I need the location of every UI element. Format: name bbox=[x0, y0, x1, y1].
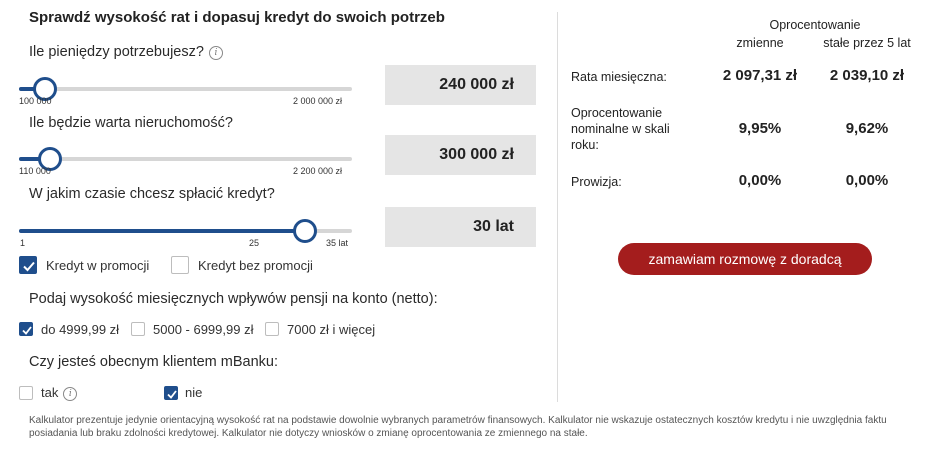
nominal-rate-label: Oprocentowanie nominalne w skali roku: bbox=[571, 106, 670, 152]
pension-option-2-checkbox[interactable] bbox=[131, 322, 145, 336]
order-consultation-button[interactable]: zamawiam rozmowę z doradcą bbox=[618, 243, 872, 275]
pension-option-2-label[interactable]: 5000 - 6999,99 zł bbox=[153, 322, 254, 337]
monthly-installment-fixed: 2 039,10 zł bbox=[829, 67, 905, 84]
pension-label: Podaj wysokość miesięcznych wpływów pensji na konto (netto): bbox=[29, 291, 438, 307]
promo-checkbox-label[interactable]: Kredyt w promocji bbox=[46, 258, 150, 273]
slider-fill bbox=[19, 229, 304, 233]
pension-option-3-label[interactable]: 7000 zł i więcej bbox=[287, 322, 376, 337]
promo-checkbox[interactable] bbox=[19, 256, 37, 274]
calculator-title: Sprawdź wysokość rat i dopasuj kredyt do swoich potrzeb bbox=[29, 9, 445, 26]
slider-track[interactable] bbox=[19, 87, 352, 91]
interest-header: Oprocentowanie bbox=[769, 18, 861, 32]
check-icon bbox=[165, 387, 179, 401]
nominal-rate-fixed: 9,62% bbox=[845, 120, 889, 137]
fixed-column-header: stałe przez 5 lat bbox=[823, 36, 911, 50]
monthly-installment-label: Rata miesięczna: bbox=[571, 70, 667, 84]
property-value-label: Ile będzie warta nieruchomość? bbox=[29, 115, 233, 131]
slider-max-label: 2 000 000 zł bbox=[293, 96, 343, 106]
property-value-value[interactable]: 300 000 zł bbox=[385, 135, 536, 175]
info-icon[interactable]: i bbox=[209, 46, 223, 60]
column-divider bbox=[557, 12, 558, 402]
variable-column-header: zmienne bbox=[736, 36, 784, 50]
check-icon bbox=[20, 323, 34, 337]
nominal-rate-variable: 9,95% bbox=[738, 120, 782, 137]
client-no-label[interactable]: nie bbox=[185, 385, 203, 400]
slider-min-label: 110 000 bbox=[19, 166, 51, 176]
slider-mid-label: 25 bbox=[249, 238, 260, 248]
slider-min-label: 1 bbox=[20, 238, 26, 248]
pension-option-1-label[interactable]: do 4999,99 zł bbox=[41, 322, 120, 337]
pension-option-3-checkbox[interactable] bbox=[265, 322, 279, 336]
monthly-installment-variable: 2 097,31 zł bbox=[722, 67, 798, 84]
repayment-period-label: W jakim czasie chcesz spłacić kredyt? bbox=[29, 186, 275, 202]
slider-handle[interactable] bbox=[293, 219, 317, 243]
repayment-period-value[interactable]: 30 lat bbox=[385, 207, 536, 247]
info-icon[interactable]: i bbox=[63, 387, 77, 401]
slider-track[interactable] bbox=[19, 157, 352, 161]
check-icon bbox=[20, 257, 38, 275]
slider-max-label: 35 lat bbox=[326, 238, 349, 248]
client-yes-label[interactable]: tak i bbox=[41, 385, 77, 401]
commission-fixed: 0,00% bbox=[845, 172, 889, 189]
client-label: Czy jesteś obecnym klientem mBanku: bbox=[29, 354, 279, 370]
slider-min-label: 100 000 bbox=[19, 96, 52, 106]
pension-option-1-checkbox[interactable] bbox=[19, 322, 33, 336]
client-yes-checkbox[interactable] bbox=[19, 386, 33, 400]
commission-variable: 0,00% bbox=[738, 172, 782, 189]
loan-amount-label: Ile pieniędzy potrzebujesz? i bbox=[29, 44, 223, 60]
client-no-checkbox[interactable] bbox=[164, 386, 178, 400]
no-promo-checkbox[interactable] bbox=[171, 256, 189, 274]
loan-amount-value[interactable]: 240 000 zł bbox=[385, 65, 536, 105]
slider-max-label: 2 200 000 zł bbox=[293, 166, 343, 176]
disclaimer-footnote: Kalkulator prezentuje jedynie orientacyjną wysokość rat na podstawie dowolnie wybranych parametrów finansowych. Kalkulator nie wskazuje ostatecznych kosztów kredytu i nie uwzględnia faktu posiadania lub braku zdolności kredytowej. Kalkulator nie dotyczy wniosków o zmianę oprocentowania ze zmiennego na stałe. bbox=[29, 415, 887, 439]
commission-label: Prowizja: bbox=[571, 175, 622, 189]
no-promo-checkbox-label[interactable]: Kredyt bez promocji bbox=[198, 258, 313, 273]
